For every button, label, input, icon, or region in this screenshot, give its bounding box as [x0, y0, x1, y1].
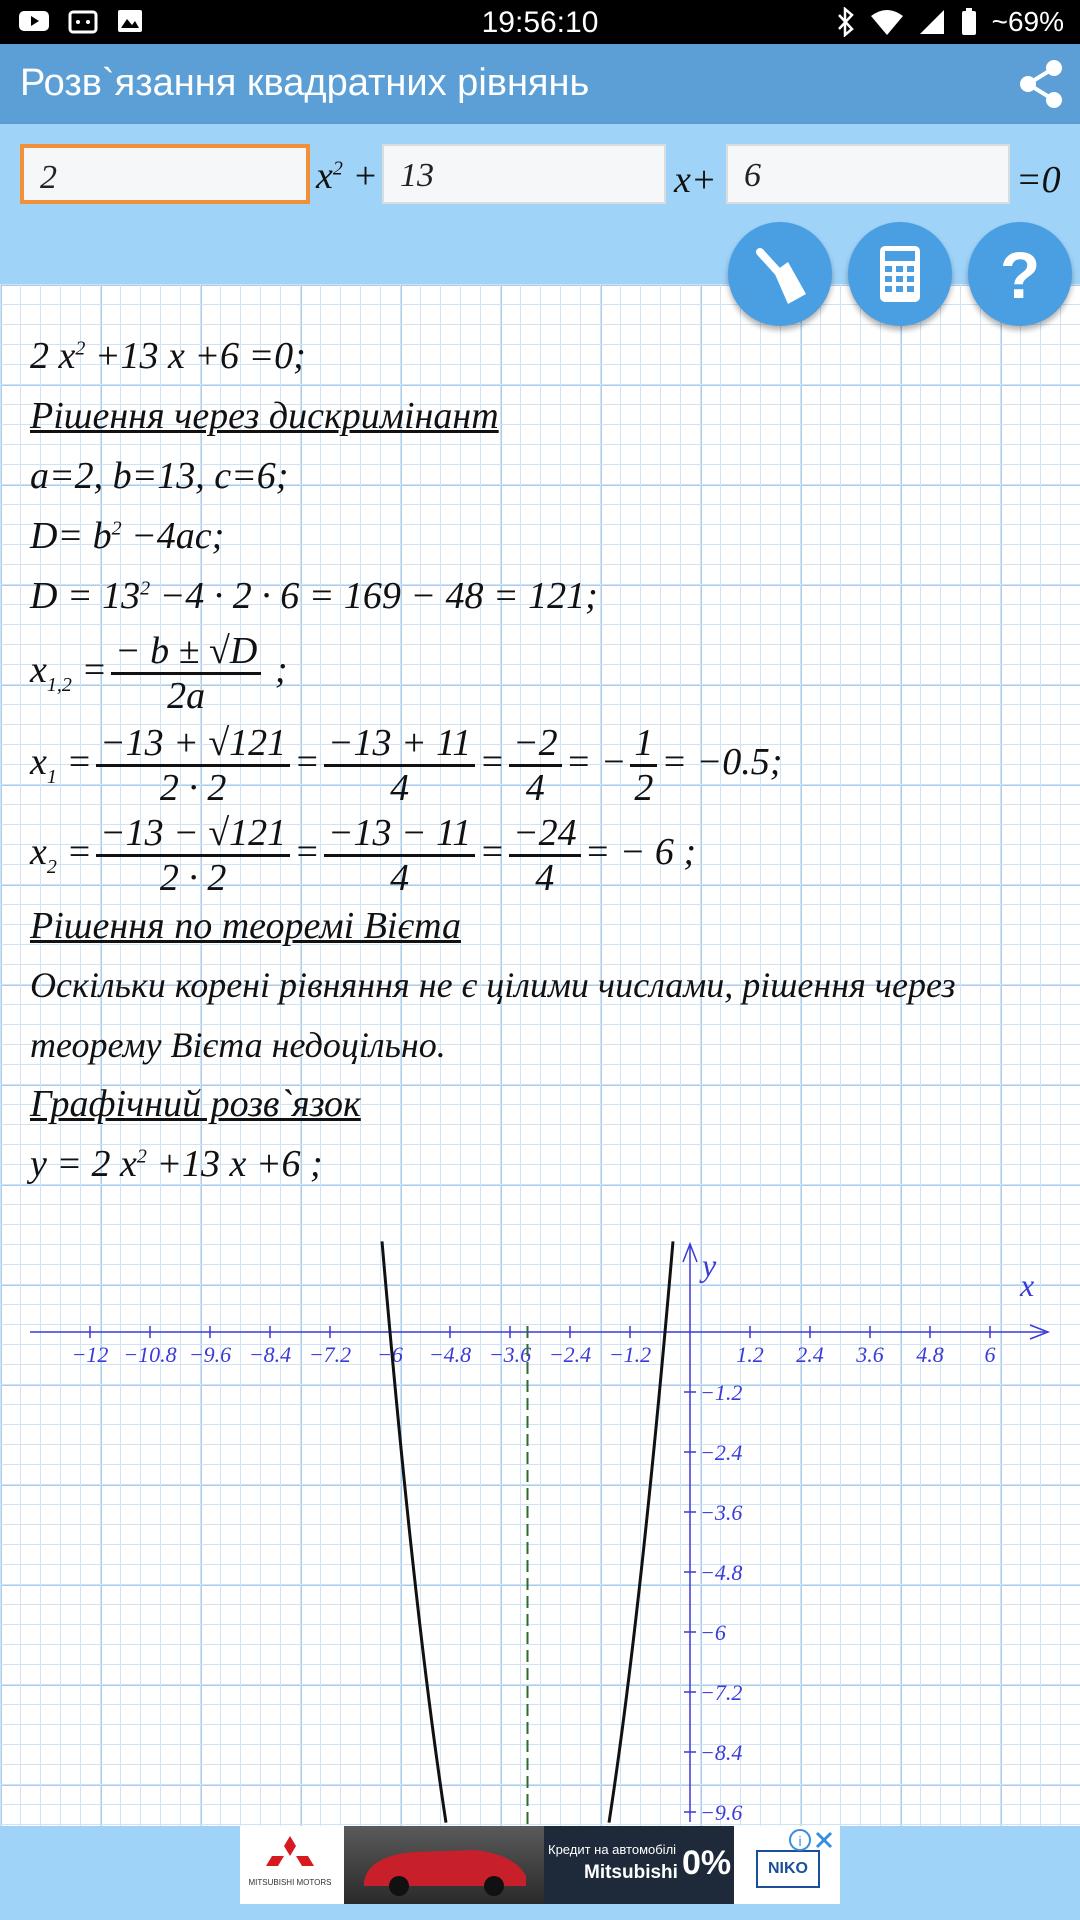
y-tick-label: −8.4 — [700, 1740, 743, 1765]
app-bar — [0, 44, 1080, 124]
parabola-graph — [0, 1228, 1080, 1826]
broom-icon — [728, 222, 832, 326]
ad-percent: 0% — [682, 1844, 732, 1882]
x-tick-label: −6 — [377, 1342, 403, 1367]
x-tick-label: −3.6 — [488, 1342, 532, 1367]
share-icon[interactable] — [1016, 58, 1066, 110]
battery-icon — [960, 7, 978, 37]
coefficient-a-input[interactable]: 2 — [20, 144, 310, 204]
coefficient-c-input[interactable]: 6 — [726, 144, 1010, 204]
x-tick-label: −8.4 — [248, 1342, 292, 1367]
x-squared-label: $x^2$ + — [316, 155, 379, 197]
ad-text2: Mitsubishi — [584, 1862, 678, 1883]
x-tick-label: −7.2 — [308, 1342, 352, 1367]
y-tick-label: −3.6 — [700, 1500, 743, 1525]
graph-heading: Графічний розв`язок — [30, 1083, 361, 1125]
x-tick-label: −9.6 — [188, 1342, 232, 1367]
bluetooth-icon — [836, 7, 856, 37]
ad-close-icon[interactable] — [814, 1830, 834, 1850]
y-tick-label: −1.2 — [700, 1380, 743, 1405]
x-tick-label: −2.4 — [548, 1342, 592, 1367]
clear-button[interactable] — [728, 222, 832, 326]
svg-text:?: ? — [999, 238, 1041, 312]
clock: 19:56:10 — [481, 6, 599, 39]
svg-text:i: i — [798, 1833, 802, 1849]
mitsubishi-logo — [240, 1826, 340, 1904]
graph-equation: y = 2 $x^2 +13$ x +6 ; — [30, 1143, 323, 1185]
x-tick-label: 4.8 — [916, 1342, 944, 1367]
x-label: x+ — [674, 159, 717, 201]
ad-banner[interactable] — [0, 1826, 1080, 1920]
wifi-icon — [870, 8, 904, 36]
ad-car-image — [344, 1826, 544, 1904]
ad-text1: Кредит на автомобілі — [548, 1842, 677, 1857]
battery-level: ~69% — [991, 6, 1064, 37]
vieta-text-line1: Оскільки корені рівняння не є цілими числами, рішення через — [30, 965, 956, 1005]
x-tick-label: 1.2 — [736, 1342, 764, 1367]
y-tick-label: −6 — [700, 1620, 726, 1645]
signal-icon — [918, 8, 946, 36]
calculator-icon — [848, 222, 952, 326]
y-tick-label: −9.6 — [700, 1800, 743, 1825]
equals-zero-label: =0 — [1016, 159, 1061, 201]
app-title: Розв`язання квадратних рівнянь — [20, 62, 590, 104]
discriminant-calculation: $D = 13^2 -4 \cdot 2 \cdot 6 = 169 - 48 = 121$; — [30, 575, 598, 617]
help-button[interactable] — [968, 222, 1072, 326]
y-tick-label: −2.4 — [700, 1440, 743, 1465]
x-tick-label: −4.8 — [428, 1342, 472, 1367]
ad-info-icon[interactable] — [788, 1828, 812, 1852]
equation-line: 2 $x^2 +13$ x +6 =0; — [30, 335, 306, 377]
car-icon — [344, 1826, 544, 1904]
y-tick-label: −7.2 — [700, 1680, 743, 1705]
ad-brand-left: MITSUBISHI MOTORS — [248, 1878, 332, 1887]
root-formula: $x_{1,2}$ = $\frac{- b \pm √D}{2a}$ ; — [30, 630, 288, 717]
ad-brand-right: NIKO — [756, 1850, 820, 1888]
ad-text-panel — [544, 1826, 734, 1904]
vieta-heading: Рішення по теоремі Вієта — [30, 905, 461, 947]
solution-area — [0, 284, 1080, 1826]
coefficients-line: a=2, b=13, c=6; — [30, 455, 289, 497]
vieta-text-line2: теорему Вієта недоцільно. — [30, 1025, 446, 1065]
y-tick-label: −4.8 — [700, 1560, 743, 1585]
y-axis-label: y — [702, 1247, 717, 1283]
x-tick-label: 2.4 — [796, 1342, 824, 1367]
question-icon — [968, 222, 1072, 326]
calculator-button[interactable] — [848, 222, 952, 326]
root-x1-calculation: $x_1$ = $\frac{-13 + √121}{2 \cdot 2}$ = $\frac{-13 + 11}{4}$ = $\frac{-2}{4}$ = − $\frac{1}{2}$ = −0.5; — [30, 722, 783, 809]
x-tick-label: −12 — [71, 1342, 109, 1367]
coefficient-b-input[interactable]: 13 — [382, 144, 666, 204]
discriminant-heading: Рішення через дискримінант — [30, 395, 499, 437]
ad-content[interactable] — [240, 1826, 840, 1904]
x-axis-label: x — [1020, 1267, 1035, 1303]
x-tick-label: 6 — [984, 1342, 996, 1367]
x-tick-label: −10.8 — [123, 1342, 177, 1367]
root-x2-calculation: $x_2$ = $\frac{-13 - √121}{2 \cdot 2}$ = $\frac{-13 - 11}{4}$ = $\frac{-24}{4}$ = − 6 ; — [30, 812, 697, 899]
status-bar — [0, 0, 1080, 44]
discriminant-formula: $D= b^2 -4ac$; — [30, 515, 225, 557]
x-tick-label: 3.6 — [856, 1342, 884, 1367]
x-tick-label: −1.2 — [608, 1342, 652, 1367]
